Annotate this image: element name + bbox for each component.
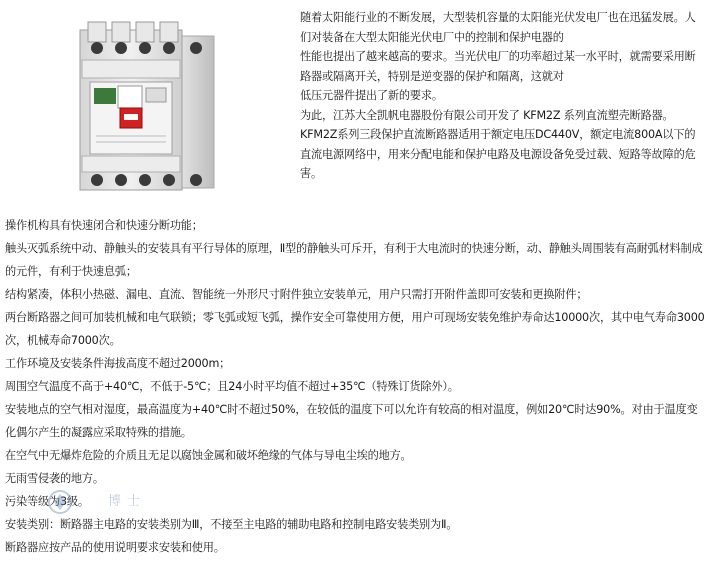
- body-paragraph: 两台断路器之间可加装机械和电气联锁；零飞弧或短飞弧，操作安全可靠使用方便，用户可现场安装免维护寿命达10000次，其中电气寿命3000次，机械寿命7000次。: [5, 311, 705, 347]
- body-paragraph: 污染等级为3级。: [5, 495, 89, 508]
- body-paragraph: 周围空气温度不高于+40℃，不低于-5℃；且24小时平均值不超过+35℃（特殊订货除外）。: [5, 380, 459, 393]
- intro-paragraph: 为此，江苏大全凯帆电器股份有限公司开发了 KFM2Z 系列直流塑壳断路器。: [300, 108, 674, 122]
- intro-paragraph: 随着太阳能行业的不断发展，大型装机容量的太阳能光伏发电厂也在迅猛发展。人们对装备在大型太阳能光伏电厂中的控制和保护电器的: [300, 11, 696, 44]
- body-paragraph: 断路器应按产品的使用说明要求安装和使用。: [5, 541, 225, 554]
- body-paragraph: 安装类别：断路器主电路的安装类别为Ⅲ，不接至主电路的辅助电路和控制电路安装类别为Ⅱ。: [5, 518, 458, 531]
- intro-paragraph: KFM2Z系列三段保护直流断路器适用于额定电压DC440V，额定电流800A以下的直流电源网络中，用来分配电能和保护电路及电源设备免受过载、短路等故障的危害。: [300, 128, 696, 180]
- intro-paragraph: 低压元器件提出了新的要求。: [300, 89, 443, 102]
- body-paragraph: 结构紧凑，体积小热磁、漏电、直流、智能统一外形尺寸附件独立安装单元，用户只需打开附件盖即可安装和更换附件；: [5, 288, 588, 301]
- body-paragraph: 在空气中无爆炸危险的介质且无足以腐蚀金属和破坏绝缘的气体与导电尘埃的地方。: [5, 449, 412, 462]
- body-paragraph: 无雨雪侵袭的地方。: [5, 472, 104, 485]
- watermark-logo: [46, 484, 196, 520]
- circuit-breaker-image: [10, 8, 272, 198]
- body-paragraph: 工作环境及安装条件海拔高度不超过2000m；: [5, 357, 231, 370]
- watermark-text: 博士: [108, 494, 147, 509]
- intro-paragraph: 性能也提出了越来越高的要求。当光伏电厂的功率超过某一水平时，就需要采用断路器或隔离开关，特别是逆变器的保护和隔离，这就对: [300, 50, 696, 83]
- body-paragraph: 触头灭弧系统中动、静触头的安装具有平行导体的原理，Ⅱ型的静触头可斥开，有利于大电流时的快速分断，动、静触头周围装有高耐弧材料制成的元件，有利于快速息弧；: [5, 242, 703, 278]
- body-paragraph: 安装地点的空气相对湿度，最高温度为+40℃时不超过50%，在较低的温度下可以允许有较高的相对温度，例如20℃时达90%。对由于温度变化偶尔产生的凝露应采取特殊的措施。: [5, 403, 698, 439]
- body-paragraph: 操作机构具有快速闭合和快速分断功能；: [5, 219, 203, 232]
- intro-text: [300, 8, 704, 184]
